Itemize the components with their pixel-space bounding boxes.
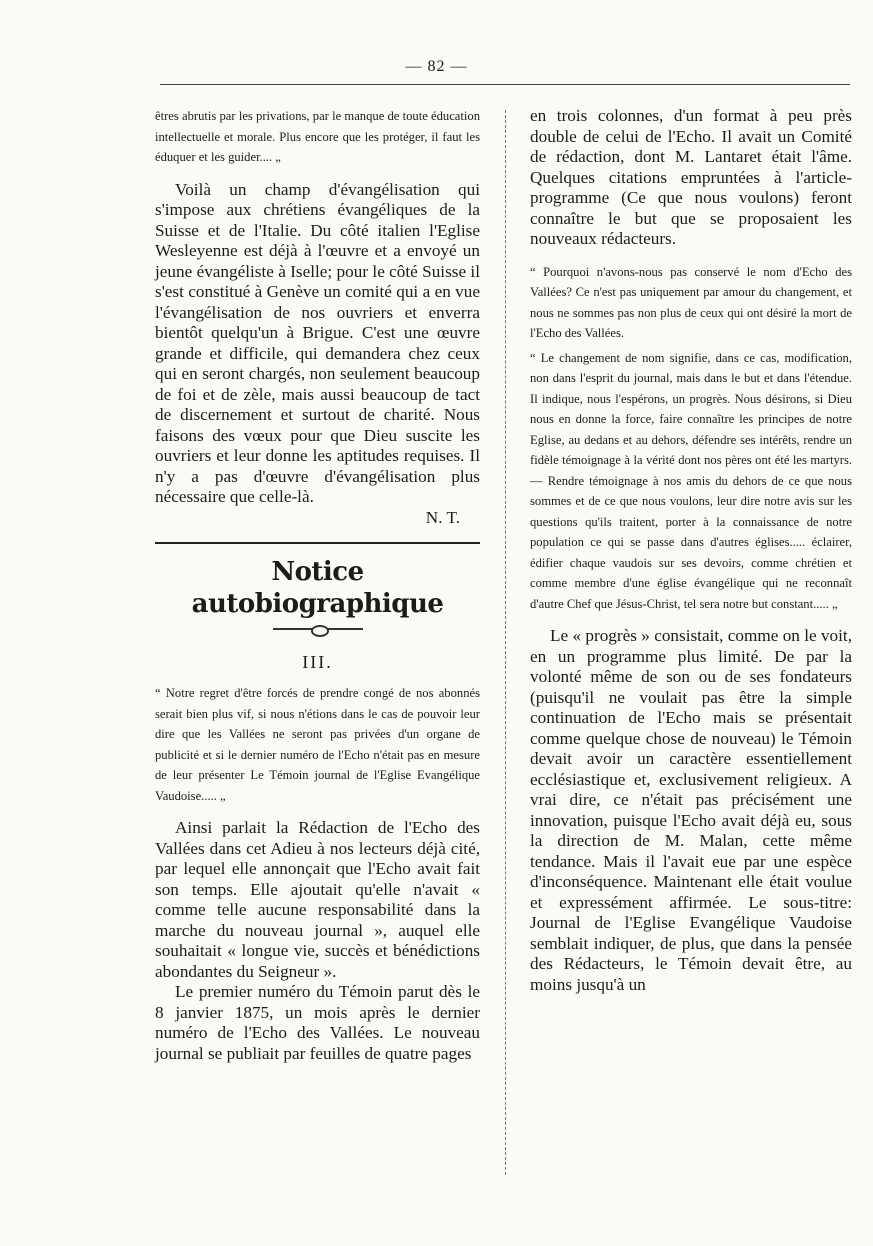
quote-block: “ Notre regret d'être forcés de prendre congé de nos abonnés serait bien plus vif, si nous n'étions dans le cas de pouvoir leur dire que les Vallées ne seront pas privées d'un organe de publicité et si le dernier numéro de l'Echo n'était pas en mesure de leur présenter Le Témoin journal de l'Eglise Evangélique Vaudoise..... „ — [155, 686, 480, 803]
paragraph: Ainsi parlait la Rédaction de l'Echo des Vallées dans cet Adieu à nos lecteurs déjà cité, par lequel elle annonçait que l'Echo avait fait son temps. Elle ajoutait qu'elle n'avait « comme telle aucune responsabilité dans la marche du nouveau journal », auquel elle souhaitait « longue vie, succès et bénédictions abondantes du Seigneur ». — [155, 818, 480, 981]
signature: N. T. — [425, 507, 460, 527]
paragraph: Le « progrès » consistait, comme on le voit, en un programme plus limité. De par la volonté même de son ou de ses fondateurs (puisqu'il ne voulait pas être la simple continuation de l'Echo mais se présentait comme quelque chose de nouveau) le Témoin devait avoir un caractère essentiellement ecclésiastique et, exclusivement religieux. A vrai dire, ce n'était pas précisément une innovation, puisque l'Echo avait déjà eu, sous la direction de M. Malan, cette même tendance. Mais il l'avait eue par une espèce d'inconséquence. Maintenant elle était voulue et expressément affirmée. Le sous-titre: Journal de l'Eglise Evangélique Vaudoise semblait indiquer, de plus, que dans la pensée des Rédacteurs, le Témoin devait être, au moins jusqu'à un — [530, 626, 852, 994]
left-column — [155, 106, 480, 1064]
paragraph: Voilà un champ d'évangélisation qui s'impose aux chrétiens évangéliques de la Suisse et de l'Italie. Du côté italien l'Eglise Wesleyenne est déjà à l'œuvre et a envoyé un jeune évangéliste à Iselle; pour le côté Suisse il s'est constitué à Genève un comité qui a en vue l'évangélisation de nos ouvriers et enverra bientôt quelqu'un à Brigue. C'est une œuvre grande et difficile, qui demandera chez ceux qui en seront chargés, non seulement beaucoup de foi et de zèle, mais aussi beaucoup de tact de discernement et surtout de charité. Nous faisons des vœux pour que Dieu suscite les ouvriers et leur donne les aptitudes requises. Il n'y a pas d'œuvre d'évangélisation plus nécessaire que celle-là. — [155, 179, 480, 506]
column-divider — [505, 110, 506, 1175]
page-number: — 82 — — [405, 58, 468, 75]
section-title: Notice autobiographique — [191, 557, 444, 619]
header-rule — [160, 84, 850, 85]
ornament-flourish — [273, 628, 363, 636]
section-number: III. — [302, 652, 333, 672]
right-column — [530, 106, 852, 995]
quote-ending: êtres abrutis par les privations, par le manque de toute éducation intellectuelle et morale. Plus encore que les protéger, il faut les éduquer et les guider.... „ — [155, 109, 480, 164]
quote-block: “ Le changement de nom signifie, dans ce cas, modification, non dans l'esprit du journal, mais dans le but et dans l'étendue. Il indique, nous l'espérons, un progrès. Nous désirons, si Dieu nous en donne la force, faire connaître les principes de notre Eglise, au dedans et au dehors, défendre ses intérêts, rendre un fidèle témoignage à la vérité dont nos pères ont été les martyrs. — Rendre témoignage à nos amis du dehors de ce que nous sommes et de ce que nous voulons, leur dire notre avis sur les questions qu'ils traitent, porter à la connaissance de notre population ce qui se passe dans d'autres églises..... éclairer, édifier chaque vaudois sur ses devoirs, comme chrétien et comme membre d'une église évangélique qui ne reconnaît d'autre Chef que Jésus-Christ, tel sera notre but constant..... „ — [530, 350, 852, 611]
paragraph: Le premier numéro du Témoin parut dès le 8 janvier 1875, un mois après le dernier numéro de l'Echo des Vallées. Le nouveau journal se publiait par feuilles de quatre pages — [155, 982, 480, 1063]
section-rule — [155, 542, 480, 544]
paragraph: en trois colonnes, d'un format à peu près double de celui de l'Echo. Il avait un Comité de rédaction, dont M. Lantaret était l'âme. Quelques citations empruntées à l'article-programme (Ce que nous voulons) feront connaître le but que se proposaient les nouveaux rédacteurs. — [530, 106, 852, 248]
quote-block: “ Pourquoi n'avons-nous pas conservé le nom d'Echo des Vallées? Ce n'est pas uniquement par amour du changement, et nous ne sommes pas non plus de ceux qui ont désiré la mort de l'Echo des Vallées. — [530, 264, 852, 340]
